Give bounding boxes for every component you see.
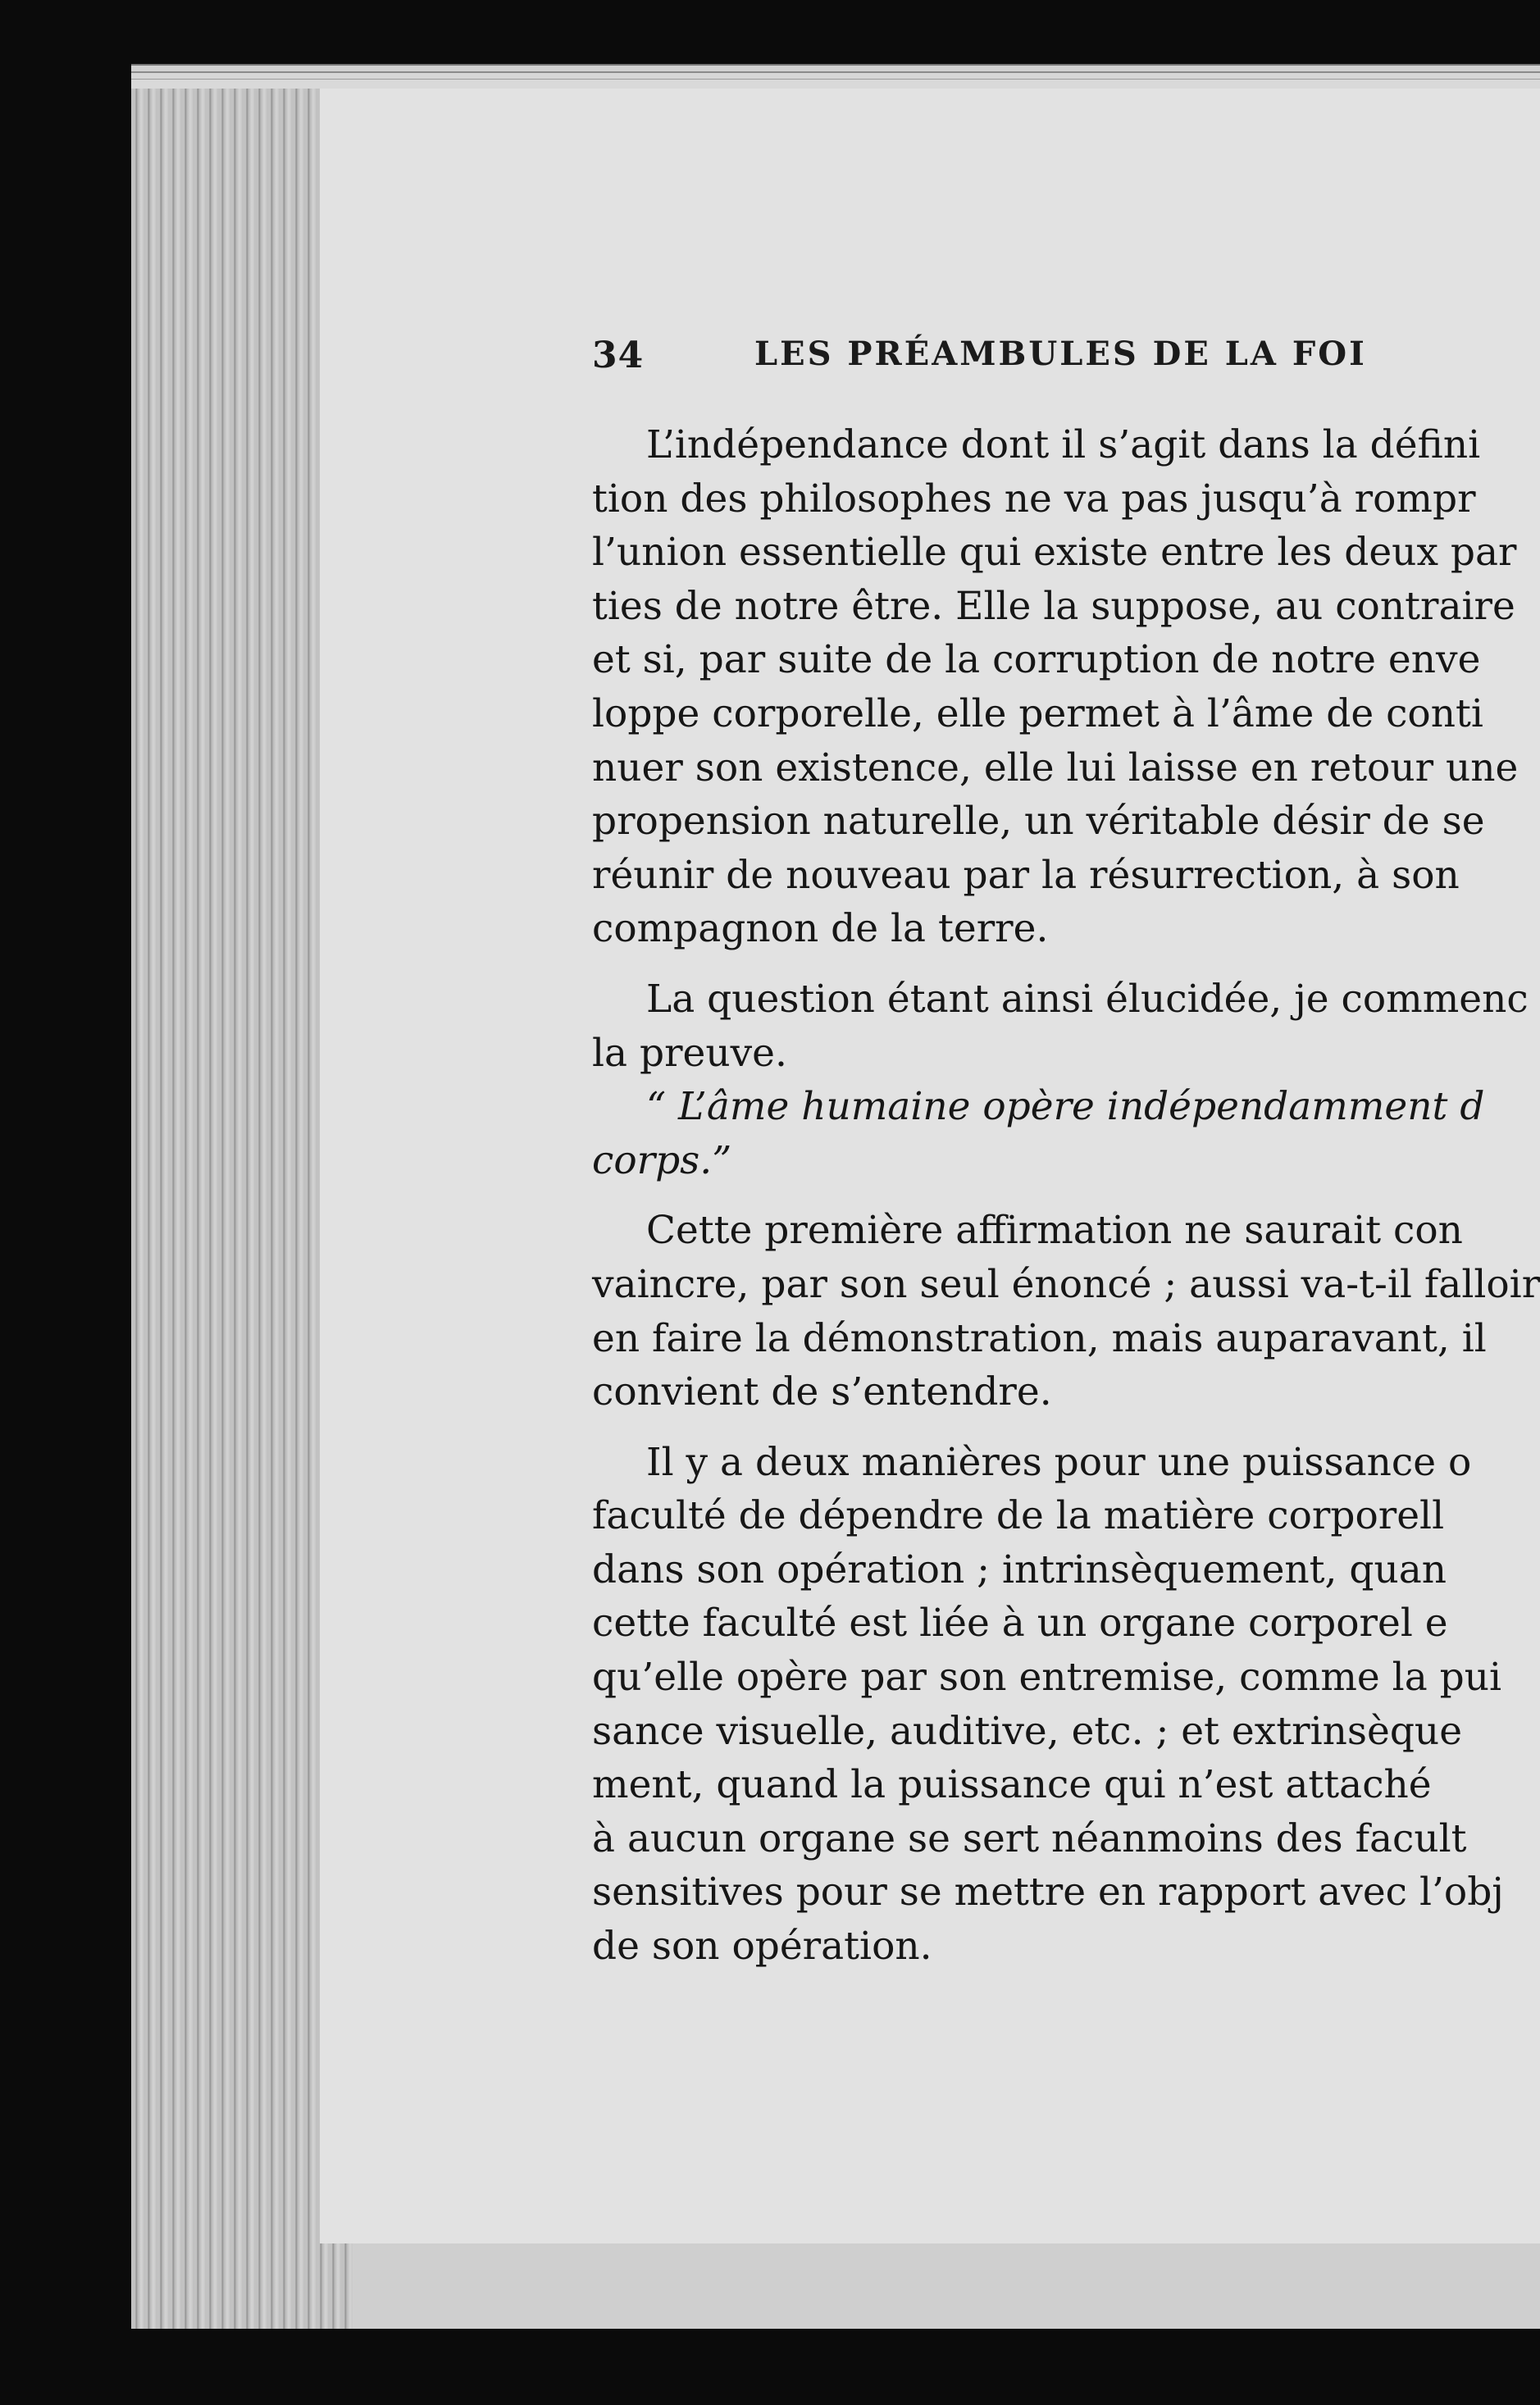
text-line: et si, par suite de la corruption de notre enve [592,637,1481,683]
text-line: de son opération. [592,1924,932,1970]
text-line: ment, quand la puissance qui n’est attaché [592,1762,1432,1808]
text-line: cette faculté est liée à un organe corporel e [592,1601,1448,1647]
text-line: à aucun organe se sert néanmoins des facult [592,1815,1467,1861]
page-top-edge [131,64,1540,89]
text-line: sance visuelle, auditive, etc. ; et extrinsèque [592,1708,1463,1754]
running-title: LES PRÉAMBULES DE LA FOI [754,335,1367,373]
text-line: Cette première affirmation ne saurait con [646,1208,1463,1254]
text-line: la preuve. [592,1030,787,1076]
paragraph-gap [592,1419,1540,1436]
body-text [592,418,1540,1974]
text-line: dans son opération ; intrinsèquement, quan [592,1546,1447,1592]
text-line: qu’elle opère par son entremise, comme la pui [592,1655,1502,1701]
text-line: Il y a deux manières pour une puissance o [646,1439,1472,1485]
text-line: L’indépendance dont il s’agit dans la défini [646,422,1481,467]
text-line: loppe corporelle, elle permet à l’âme de conti [592,690,1483,736]
text-line: propension naturelle, un véritable désir de se [592,799,1485,845]
text-line: corps.” [592,1137,732,1183]
paragraph-gap [592,1187,1540,1204]
page-number: 34 [592,335,645,376]
text-line: l’union essentielle qui existe entre les deux par [592,530,1517,576]
paragraph-gap [592,956,1540,972]
book-page [320,89,1540,2243]
text-line: “ L’âme humaine opère indépendamment d [646,1084,1485,1130]
text-line: nuer son existence, elle lui laisse en retour une [592,745,1519,790]
text-line: en faire la démonstration, mais auparavant, il [592,1315,1487,1361]
text-line: compagnon de la terre. [592,906,1049,952]
text-line: tion des philosophes ne va pas jusqu’à rompr [592,476,1476,522]
text-line: sensitives pour se mettre en rapport avec l’obj [592,1870,1504,1915]
text-line: faculté de dépendre de la matière corporell [592,1493,1445,1539]
text-line: La question étant ainsi élucidée, je commenc [646,976,1529,1022]
text-line: ties de notre être. Elle la suppose, au contraire [592,583,1515,629]
text-line: réunir de nouveau par la résurrection, à son [592,852,1460,898]
text-line: vaincre, par son seul énoncé ; aussi va-t-il falloir [592,1261,1540,1307]
text-line: convient de s’entendre. [592,1369,1052,1415]
